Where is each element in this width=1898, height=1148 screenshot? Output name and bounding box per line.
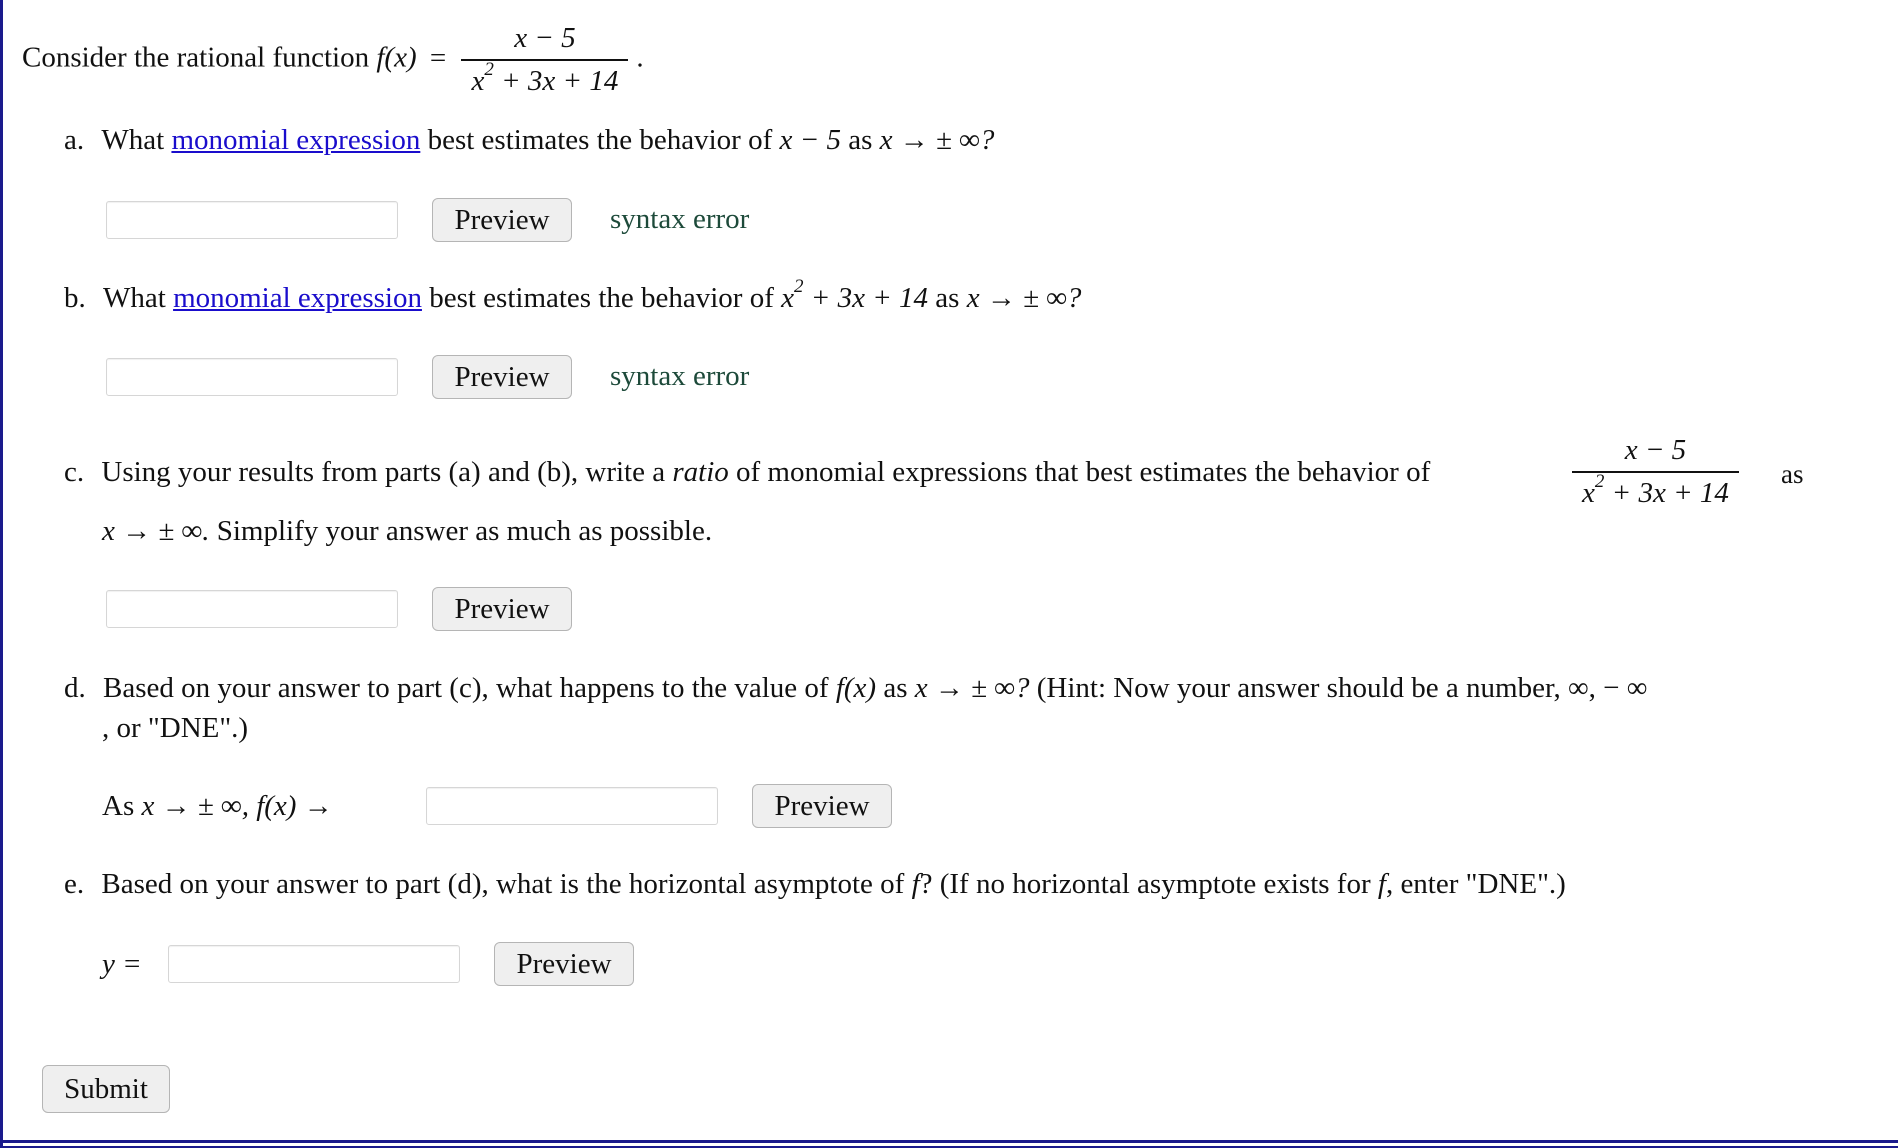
part-d-label: d.	[64, 672, 86, 704]
intro-denominator: $x^2 + 3x + 14$	[461, 59, 628, 98]
part-a-question	[64, 124, 994, 157]
part-c-fraction	[1572, 434, 1739, 510]
part-b-text-post: best estimates the behavior of	[429, 282, 774, 314]
part-c-label: c.	[64, 456, 85, 488]
part-b-limit: x → ± ∞?	[966, 282, 1082, 314]
part-d-limit-expression: x → ± ∞, f(x) →	[141, 790, 333, 822]
intro-function-name: f(x)	[376, 41, 417, 74]
part-c-fraction-wrap	[1572, 434, 1739, 510]
part-c-answer-input[interactable]	[106, 590, 398, 628]
problem-intro	[22, 22, 644, 98]
part-e-text-post: , enter "DNE".)	[1385, 868, 1566, 900]
part-b-answer-input[interactable]	[106, 358, 398, 396]
part-d-as: as	[883, 672, 908, 704]
part-a-text-pre: What	[101, 124, 165, 156]
submit-button[interactable]: Submit	[42, 1065, 170, 1113]
intro-period: .	[636, 41, 644, 74]
part-d-as-text: As	[102, 790, 135, 822]
part-b-expression: $x^2 + 3x + 14$	[781, 276, 929, 314]
part-b-label: b.	[64, 282, 86, 314]
part-d-question-line1	[64, 672, 1647, 705]
part-d-text-pre: Based on your answer to part (c), what happens to the value of	[103, 672, 829, 704]
part-e-label: e.	[64, 868, 85, 900]
part-c-as: as	[1781, 459, 1804, 489]
part-e-text-pre: Based on your answer to part (d), what is the horizontal asymptote of	[101, 868, 905, 900]
part-a-answer-input[interactable]	[106, 201, 398, 239]
intro-numerator: x − 5	[514, 22, 576, 54]
part-a-limit: x → ± ∞?	[879, 124, 995, 156]
part-a-status: syntax error	[610, 203, 750, 235]
part-b-text-pre: What	[103, 282, 166, 314]
part-d-question-line2: , or "DNE".)	[102, 712, 249, 744]
part-a-preview-button[interactable]: Preview	[432, 198, 572, 242]
page-left-border	[0, 0, 3, 1148]
part-a-expression: x − 5	[779, 124, 841, 156]
part-e-text-mid: ? (If no horizontal asymptote exists for	[919, 868, 1371, 900]
part-e-preview-button[interactable]: Preview	[494, 942, 634, 986]
part-d-fx: f(x)	[835, 672, 877, 704]
part-e-answer-input[interactable]	[168, 945, 460, 983]
part-d-answer-prefix	[102, 790, 333, 823]
part-c-preview-button[interactable]: Preview	[432, 587, 572, 631]
monomial-expression-link-b[interactable]: monomial expression	[173, 282, 422, 314]
intro-text: Consider the rational function	[22, 41, 370, 74]
part-a-label: a.	[64, 124, 85, 156]
part-e-f: f	[911, 868, 920, 900]
part-d-limit: x → ± ∞?	[914, 672, 1030, 704]
part-c-limit: x → ± ∞.	[102, 515, 210, 547]
intro-equals: =	[429, 41, 447, 74]
part-b-question	[64, 276, 1082, 315]
part-c-text-post: of monomial expressions that best estimates the behavior of	[736, 456, 1431, 488]
part-e-answer-prefix: y =	[102, 948, 142, 980]
part-a-text-post: best estimates the behavior of	[427, 124, 773, 156]
part-e-f-second: f	[1377, 868, 1386, 900]
part-a-as: as	[848, 124, 873, 156]
part-c-question-line2	[102, 515, 712, 548]
page-bottom-border	[0, 1140, 1898, 1143]
part-c-denominator: $x^2 + 3x + 14$	[1572, 471, 1739, 510]
part-c-question-line1	[64, 456, 1430, 489]
part-d-answer-input[interactable]	[426, 787, 718, 825]
part-d-hint: (Hint: Now your answer should be a number, ∞, − ∞	[1036, 672, 1648, 704]
part-c-ratio-emphasis: ratio	[672, 456, 729, 488]
part-c-simplify-text: Simplify your answer as much as possible.	[216, 515, 713, 547]
part-b-as: as	[935, 282, 960, 314]
part-e-question	[64, 868, 1566, 901]
intro-fraction	[461, 22, 628, 98]
part-b-preview-button[interactable]: Preview	[432, 355, 572, 399]
part-c-numerator: x − 5	[1624, 434, 1687, 466]
monomial-expression-link-a[interactable]: monomial expression	[171, 124, 421, 156]
part-d-preview-button[interactable]: Preview	[752, 784, 892, 828]
part-c-text-pre: Using your results from parts (a) and (b), write a	[101, 456, 666, 488]
part-b-status: syntax error	[610, 360, 750, 392]
